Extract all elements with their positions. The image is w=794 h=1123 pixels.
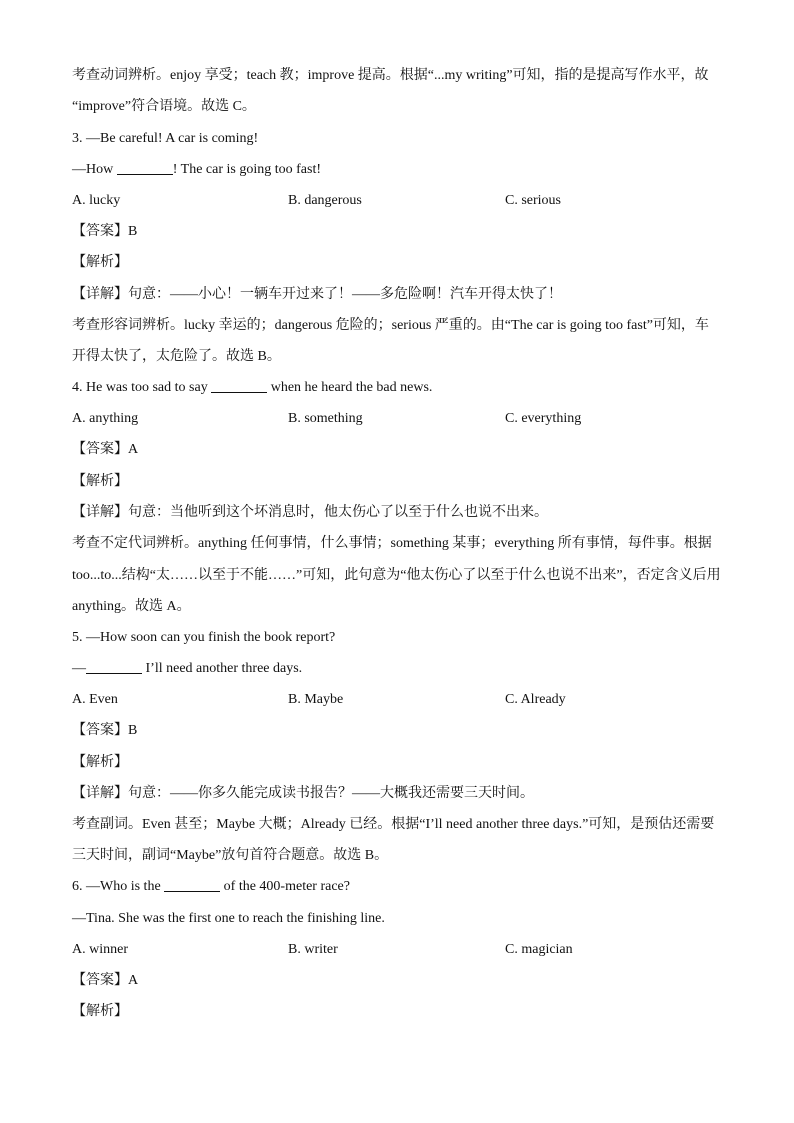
reply-text: I’ll need another three days. — [142, 661, 303, 676]
option-c: C. magician — [505, 942, 573, 957]
explanation-line: 考查副词。Even 甚至；Maybe 大概；Already 已经。根据“I’ll need another three days.”可知，是预估还需要 — [72, 817, 715, 832]
reply-text: — — [72, 661, 86, 676]
explanation-line: “improve”符合语境。故选 C。 — [72, 99, 256, 114]
option-c: C. Already — [505, 692, 566, 707]
option-b: B. writer — [288, 942, 338, 957]
analysis-label: 【解析】 — [72, 255, 128, 270]
answer-label: 【答案】A — [72, 442, 139, 457]
option-a: A. Even — [72, 692, 118, 707]
analysis-label: 【解析】 — [72, 474, 128, 489]
question-5: 5. —How soon can you finish the book report? — [72, 630, 336, 645]
analysis-label: 【解析】 — [72, 755, 128, 770]
question-6 — [72, 877, 734, 897]
option-c: C. everything — [505, 411, 582, 426]
option-b: B. something — [288, 411, 363, 426]
option-b: B. Maybe — [288, 692, 344, 707]
option-a: A. winner — [72, 942, 128, 957]
answer-label: 【答案】B — [72, 723, 138, 738]
question-6-reply: —Tina. She was the first one to reach the finishing line. — [72, 911, 385, 926]
answer-blank — [117, 160, 173, 175]
option-a: A. anything — [72, 411, 139, 426]
detail-line: 【详解】句意：——你多久能完成读书报告？——大概我还需要三天时间。 — [72, 786, 534, 801]
answer-label: 【答案】A — [72, 973, 139, 988]
question-text: when he heard the bad news. — [267, 380, 433, 395]
question-5-reply — [72, 659, 734, 679]
question-3: 3. —Be careful! A car is coming! — [72, 131, 259, 146]
analysis-label: 【解析】 — [72, 1004, 128, 1019]
question-text: 6. —Who is the — [72, 879, 165, 894]
answer-blank — [86, 659, 142, 674]
option-a: A. lucky — [72, 193, 121, 208]
question-text: of the 400-meter race? — [220, 879, 350, 894]
explanation-line: 考查动词辨析。enjoy 享受；teach 教；improve 提高。根据“...my writing”可知，指的是提高写作水平，故 — [72, 68, 709, 83]
explanation-line: 开得太快了，太危险了。故选 B。 — [72, 349, 281, 364]
option-c: C. serious — [505, 193, 561, 208]
option-b: B. dangerous — [288, 193, 362, 208]
answer-blank — [211, 378, 267, 393]
explanation-line: 考查不定代词辨析。anything 任何事情，什么事情；something 某事；everything 所有事情，每件事。根据 — [72, 536, 712, 551]
detail-line: 【详解】句意：——小心！一辆车开过来了！——多危险啊！汽车开得太快了！ — [72, 287, 562, 302]
explanation-line: 三天时间，副词“Maybe”放句首符合题意。故选 B。 — [72, 848, 389, 863]
question-text: 4. He was too sad to say — [72, 380, 212, 395]
detail-line: 【详解】句意：当他听到这个坏消息时，他太伤心了以至于什么也说不出来。 — [72, 505, 548, 520]
explanation-line: anything。故选 A。 — [72, 599, 191, 614]
explanation-line: 考查形容词辨析。lucky 幸运的；dangerous 危险的；serious 严重的。由“The car is going too fast”可知，车 — [72, 318, 709, 333]
reply-text: ! The car is going too fast! — [172, 162, 321, 177]
reply-text: —How — [72, 162, 117, 177]
answer-label: 【答案】B — [72, 224, 138, 239]
explanation-line: too...to...结构“太……以至于不能……”可知，此句意为“他太伤心了以至于什么也说不出来”，否定含义后用 — [72, 568, 721, 583]
question-3-reply — [72, 160, 734, 180]
answer-blank — [164, 877, 220, 892]
question-4 — [72, 378, 734, 398]
